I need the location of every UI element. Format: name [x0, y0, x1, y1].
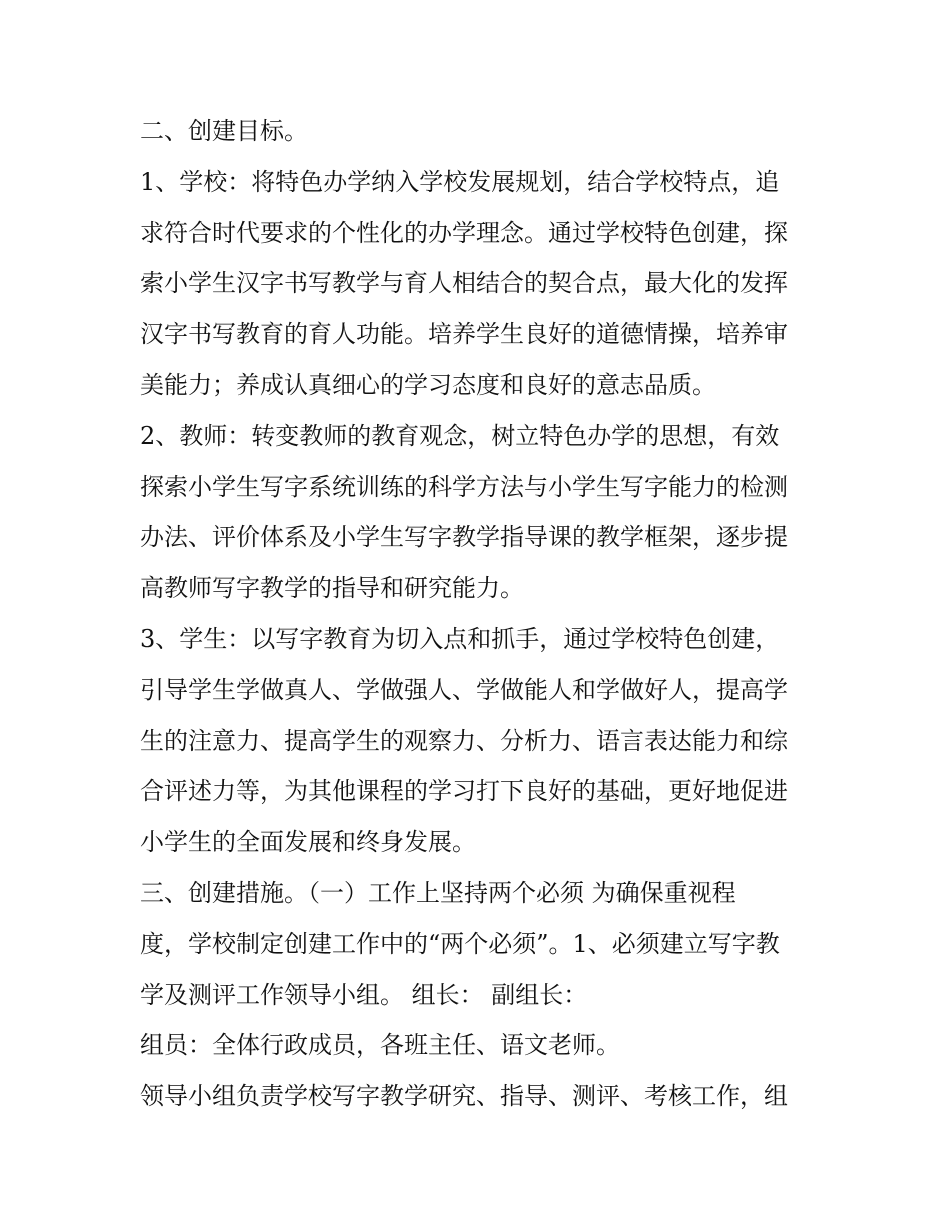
- section-heading-goals: 二、创建目标。: [140, 117, 308, 145]
- text-line: 3、学生：以写字教育为切入点和抓手，通过学校特色创建，: [140, 624, 780, 653]
- text-line: 生的注意力、提高学生的观察力、分析力、语言表达能力和综: [140, 726, 788, 755]
- text-line: 求符合时代要求的个性化的办学理念。通过学校特色创建，探: [140, 218, 788, 247]
- text-line: 合评述力等，为其他课程的学习打下良好的基础，更好地促进: [140, 777, 788, 806]
- text-line: 高教师写字教学的指导和研究能力。: [140, 574, 524, 603]
- text-line: 度，学校制定创建工作中的“两个必须”。1、必须建立写字教: [140, 929, 780, 958]
- text-line: 小学生的全面发展和终身发展。: [140, 828, 476, 857]
- text-line: 探索小学生写字系统训练的科学方法与小学生写字能力的检测: [140, 472, 788, 501]
- text-line: 领导小组负责学校写字教学研究、指导、测评、考核工作，组: [140, 1082, 788, 1111]
- text-line: 组员：全体行政成员，各班主任、语文老师。: [140, 1031, 620, 1060]
- text-line: 办法、评价体系及小学生写字教学指导课的教学框架，逐步提: [140, 523, 788, 552]
- text-line: 引导学生学做真人、学做强人、学做能人和学做好人，提高学: [140, 675, 788, 704]
- text-line: 2、教师：转变教师的教育观念，树立特色办学的思想，有效: [140, 421, 780, 450]
- text-line: 索小学生汉字书写教学与育人相结合的契合点，最大化的发挥: [140, 269, 788, 298]
- text-line: 美能力；养成认真细心的学习态度和良好的意志品质。: [140, 370, 716, 399]
- text-line: 学及测评工作领导小组。 组长： 副组长：: [140, 980, 588, 1009]
- document-body: [140, 106, 820, 1122]
- text-line: 汉字书写教育的育人功能。培养学生良好的道德情操，培养审: [140, 320, 788, 349]
- section-heading-measures: 三、创建措施。（一）工作上坚持两个必须 为确保重视程: [140, 878, 736, 907]
- text-line: 1、学校：将特色办学纳入学校发展规划，结合学校特点，追: [140, 167, 780, 196]
